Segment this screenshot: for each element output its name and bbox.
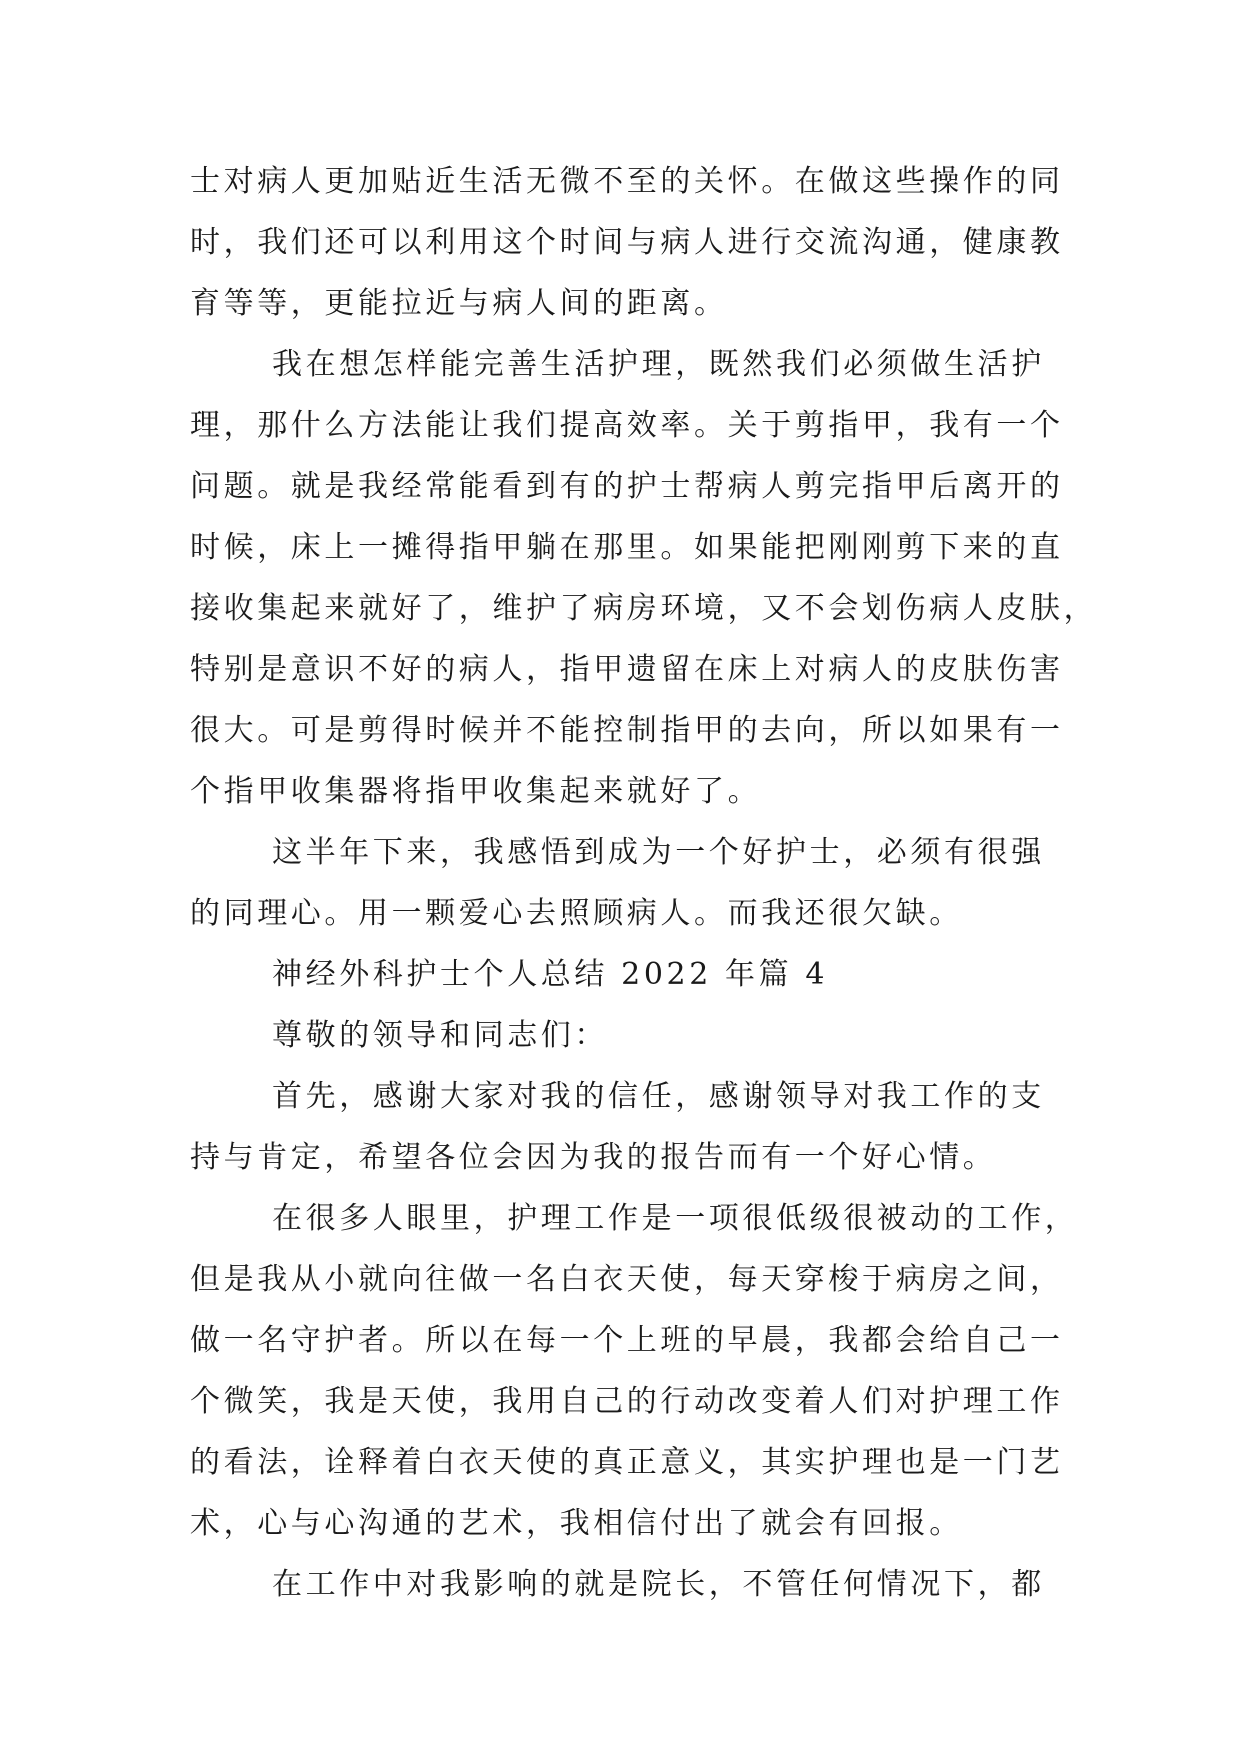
salutation: 尊敬的领导和同志们：: [272, 1018, 608, 1053]
text-line: 的看法，诠释着白衣天使的真正意义，其实护理也是一门艺: [190, 1445, 1064, 1480]
text-line: 术，心与心沟通的艺术，我相信付出了就会有回报。: [190, 1506, 963, 1541]
text-line: 士对病人更加贴近生活无微不至的关怀。在做这些操作的同: [190, 164, 1064, 199]
text-line: 持与肯定，希望各位会因为我的报告而有一个好心情。: [190, 1140, 997, 1175]
paragraph-first-line: 这半年下来，我感悟到成为一个好护士，必须有很强: [272, 835, 1045, 870]
text-line: 育等等，更能拉近与病人间的距离。: [190, 286, 728, 321]
text-line: 特别是意识不好的病人，指甲遗留在床上对病人的皮肤伤害: [190, 652, 1064, 687]
text-line: 个微笑，我是天使，我用自己的行动改变着人们对护理工作: [190, 1384, 1064, 1419]
paragraph-first-line: 首先，感谢大家对我的信任，感谢领导对我工作的支: [272, 1079, 1045, 1114]
text-line: 问题。就是我经常能看到有的护士帮病人剪完指甲后离开的: [190, 469, 1064, 504]
text-line: 时，我们还可以利用这个时间与病人进行交流沟通，健康教: [190, 225, 1064, 260]
text-line: 个指甲收集器将指甲收集起来就好了。: [190, 774, 762, 809]
paragraph-first-line: 在很多人眼里，护理工作是一项很低级很被动的工作，: [272, 1201, 1079, 1236]
text-line: 做一名守护者。所以在每一个上班的早晨，我都会给自己一: [190, 1323, 1064, 1358]
section-heading: 神经外科护士个人总结 2022 年篇 4: [272, 957, 829, 992]
text-line: 时候，床上一摊得指甲躺在那里。如果能把刚刚剪下来的直: [190, 530, 1064, 565]
text-line: 理，那什么方法能让我们提高效率。关于剪指甲，我有一个: [190, 408, 1064, 443]
text-line: 但是我从小就向往做一名白衣天使，每天穿梭于病房之间，: [190, 1262, 1064, 1297]
paragraph-first-line: 在工作中对我影响的就是院长，不管任何情况下，都: [272, 1567, 1045, 1602]
text-line: 接收集起来就好了，维护了病房环境，又不会划伤病人皮肤，: [190, 591, 1098, 626]
paragraph-first-line: 我在想怎样能完善生活护理，既然我们必须做生活护: [272, 347, 1045, 382]
text-line: 的同理心。用一颗爱心去照顾病人。而我还很欠缺。: [190, 896, 963, 931]
text-line: 很大。可是剪得时候并不能控制指甲的去向，所以如果有一: [190, 713, 1064, 748]
